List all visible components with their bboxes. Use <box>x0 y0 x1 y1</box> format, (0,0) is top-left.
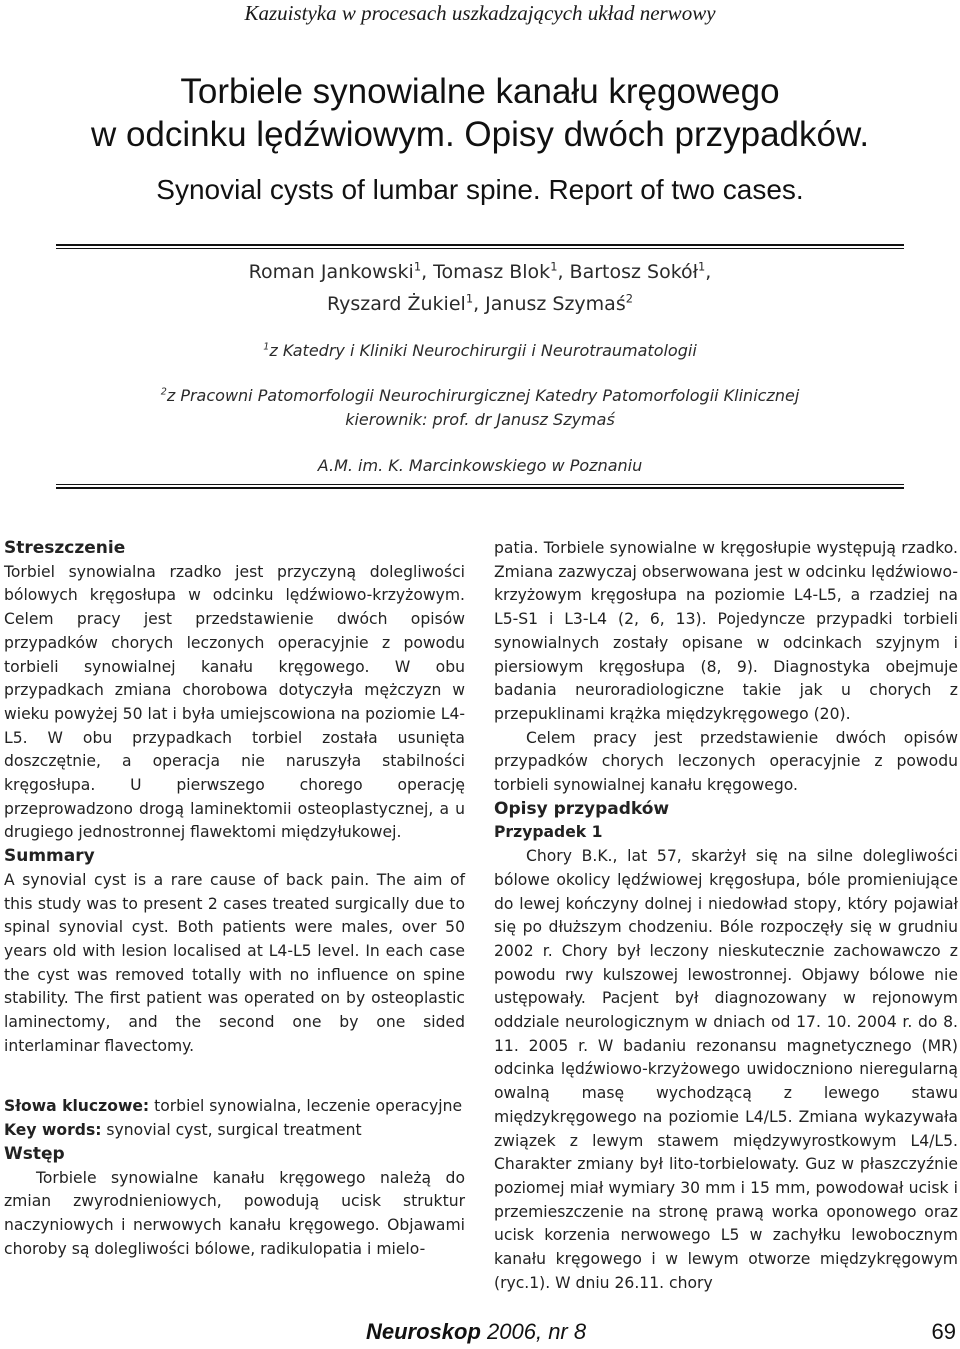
affiliation-text: z Katedry i Kliniki Neurochirurgii i Neurotraumatologii <box>269 341 697 360</box>
cases-heading: Opisy przypadków <box>494 798 670 819</box>
author-line-1 <box>0 256 960 288</box>
intro-paragraph-2: Celem pracy jest przedstawienie dwóch opisów przypadków chorych leczonych operacyjnie z powodu torbieli synowialnej kanału kręgowego. <box>494 728 958 795</box>
keywords-en <box>4 1119 465 1143</box>
author-line-2 <box>0 288 960 320</box>
case1-heading: Przypadek 1 <box>494 823 603 842</box>
keywords-pl-label: Słowa kluczowe: <box>4 1097 150 1116</box>
journal-name: Neuroskop <box>366 1319 481 1344</box>
author-list <box>0 256 960 320</box>
keywords-en-label: Key words: <box>4 1121 102 1140</box>
abstract-en-text: A synovial cyst is a rare cause of back pain. The aim of this study was to present 2 cases treated surgically due to spinal synovial cyst. Both patients were males, over 50 years old with lesion localised at L4-L5 level. In each case the cyst was removed totally with no influence on spine stability. The first patient was operated on by osteoplastic laminectomy, and the second one by one sided interlaminar flavectomy. <box>4 870 465 1055</box>
top-rule-thick <box>56 244 904 246</box>
author-separator: , <box>705 261 712 283</box>
left-column <box>4 537 465 1261</box>
abstract-en-heading: Summary <box>4 846 95 867</box>
author-name: Bartosz Sokół <box>569 261 699 283</box>
journal-footer <box>366 1318 586 1346</box>
abstract-pl-text: Torbiel synowialna rzadko jest przyczyną dolegliwości bólowych kręgosłupa w odcinku lędźwiowo-krzyżowym. Celem pracy jest przedstawienie dwóch opisów przypadków chorych leczonych operacyjnie z powodu torbieli synowialnej kanału kręgowego. W obu przypadkach zmiana chorobowa dotyczyła mężczyzn w wieku powyżej 50 lat i była umiejscowiona na poziomie L4-L5. W obu przypadkach torbiel została usunięta doszczętnie, a operacja nie naruszyła stabilności kręgosłupa. U pierwszego chorego operację przeprowadzono drogą laminektomii osteoplastycznej, a u drugiego jednostronnej flawektomi międzyłukowej. <box>4 562 465 842</box>
bottom-rule-thick <box>56 487 904 489</box>
right-column <box>494 537 958 1296</box>
abstract-pl-heading: Streszczenie <box>4 538 126 558</box>
affiliation-mark: 1 <box>698 259 706 274</box>
intro-heading: Wstęp <box>4 1143 65 1164</box>
affiliation-2 <box>0 384 960 432</box>
page-number: 69 <box>931 1319 956 1344</box>
keywords-pl <box>4 1095 465 1119</box>
title-pl-line2: w odcinku lędźwiowym. Opisy dwóch przypadków. <box>90 115 870 154</box>
keywords-pl-text: torbiel synowialna, leczenie operacyjne <box>149 1097 463 1116</box>
affiliation-mark: 1 <box>550 259 558 274</box>
affiliation-mark: 1 <box>263 341 270 353</box>
affiliation-mark: 2 <box>625 291 633 306</box>
title-pl-line1: Torbiele synowialne kanału kręgowego <box>180 72 780 111</box>
affiliation-head: kierownik: prof. dr Janusz Szymaś <box>345 410 615 429</box>
author-name: Janusz Szymaś <box>485 293 626 315</box>
keywords-en-text: synovial cyst, surgical treatment <box>101 1121 362 1140</box>
article-title-en: Synovial cysts of lumbar spine. Report of two cases. <box>156 174 804 205</box>
affiliation-mark: 1 <box>413 259 422 274</box>
bottom-rule-thin <box>56 484 904 485</box>
institution: A.M. im. K. Marcinkowskiego w Poznaniu <box>317 456 643 475</box>
author-name: Ryszard Żukiel <box>327 293 466 315</box>
top-rule-thin <box>56 248 904 249</box>
author-name: Tomasz Blok <box>433 261 551 283</box>
affiliation-mark: 1 <box>465 291 474 306</box>
intro-paragraph-1-start: Torbiele synowialne kanału kręgowego należą do zmian zwyrodnieniowych, powodują ucisk struktur naczyniowych i nerwowych kanału kręgowego. Objawami choroby są dolegliwości bólowe, radikulopatia i mielo- <box>4 1168 465 1258</box>
article-title-pl <box>0 70 960 156</box>
author-separator: , <box>557 261 570 283</box>
affiliation-1 <box>0 339 960 363</box>
affiliation-mark: 2 <box>160 386 167 398</box>
author-separator: , <box>473 293 486 315</box>
affiliation-text: z Pracowni Patomorfologii Neurochirurgicznej Katedry Patomorfologii Klinicznej <box>166 386 800 405</box>
keywords-block <box>4 1095 465 1142</box>
author-name: Roman Jankowski <box>248 261 414 283</box>
case1-text: Chory B.K., lat 57, skarżył się na silne dolegliwości bólowe okolicy lędźwiowej kręgosłupa, bóle promieniujące do lewej kończyny dolnej i niedowład stopy, który pojawiał się po dłuższym chodzeniu. Bóle rozpoczęły się w grudniu 2002 r. Chory był leczony nieskutecznie zachowawczo z powodu rwy kulszowej lewostronnej. Objawy bólowe nie ustępowały. Pacjent był diagnozowany w rejonowym oddziale neurologicznym w dniach od 17. 10. 2004 r. do 8. 11. 2005 r. W badaniu rezonansu magnetycznego (MR) odcinka lędźwiowo-krzyżowego uwidoczniono nieregularną owalną masę wychodzącą z lewego stawu międzykręgowego na poziomie L4/L5. Zmiana wykazywała związek z lewym stawem międzywyrostkowym L4/L5. Charakter zmiany był lito-torbielowaty. Guz w płaszczyźnie poziomej miał wymiary 30 mm i 15 mm, powodował ucisk i przemieszczenie na stronę prawą worka oponowego oraz ucisk korzenia nerwowego L5 w zachyłku lewobocznym kanału kręgowego i w lewym otworze międzykręgowym (ryc.1). W dniu 26.11. chory <box>494 847 958 1292</box>
intro-paragraph-1-continued: patia. Torbiele synowialne w kręgosłupie występują rzadko. Zmiana zazwyczaj obserwowana jest w odcinku lędźwiowo-krzyżowym kręgosłupa na poziomie L4-L5, a rzadziej na L5-S1 i L3-L4 (2, 6, 13). Pojedyncze przypadki torbieli synowialnych zostały opisane w odcinkach szyjnym i piersiowym kręgosłupa (8, 9). Diagnostyka obejmuje badania neuroradiologiczne takie jak u chorych z przepuklinami krążka międzykręgowego (20). <box>494 539 958 723</box>
author-separator: , <box>421 261 434 283</box>
running-header: Kazuistyka w procesach uszkadzających układ nerwowy <box>244 1 716 25</box>
journal-issue: 2006, nr 8 <box>480 1319 587 1344</box>
